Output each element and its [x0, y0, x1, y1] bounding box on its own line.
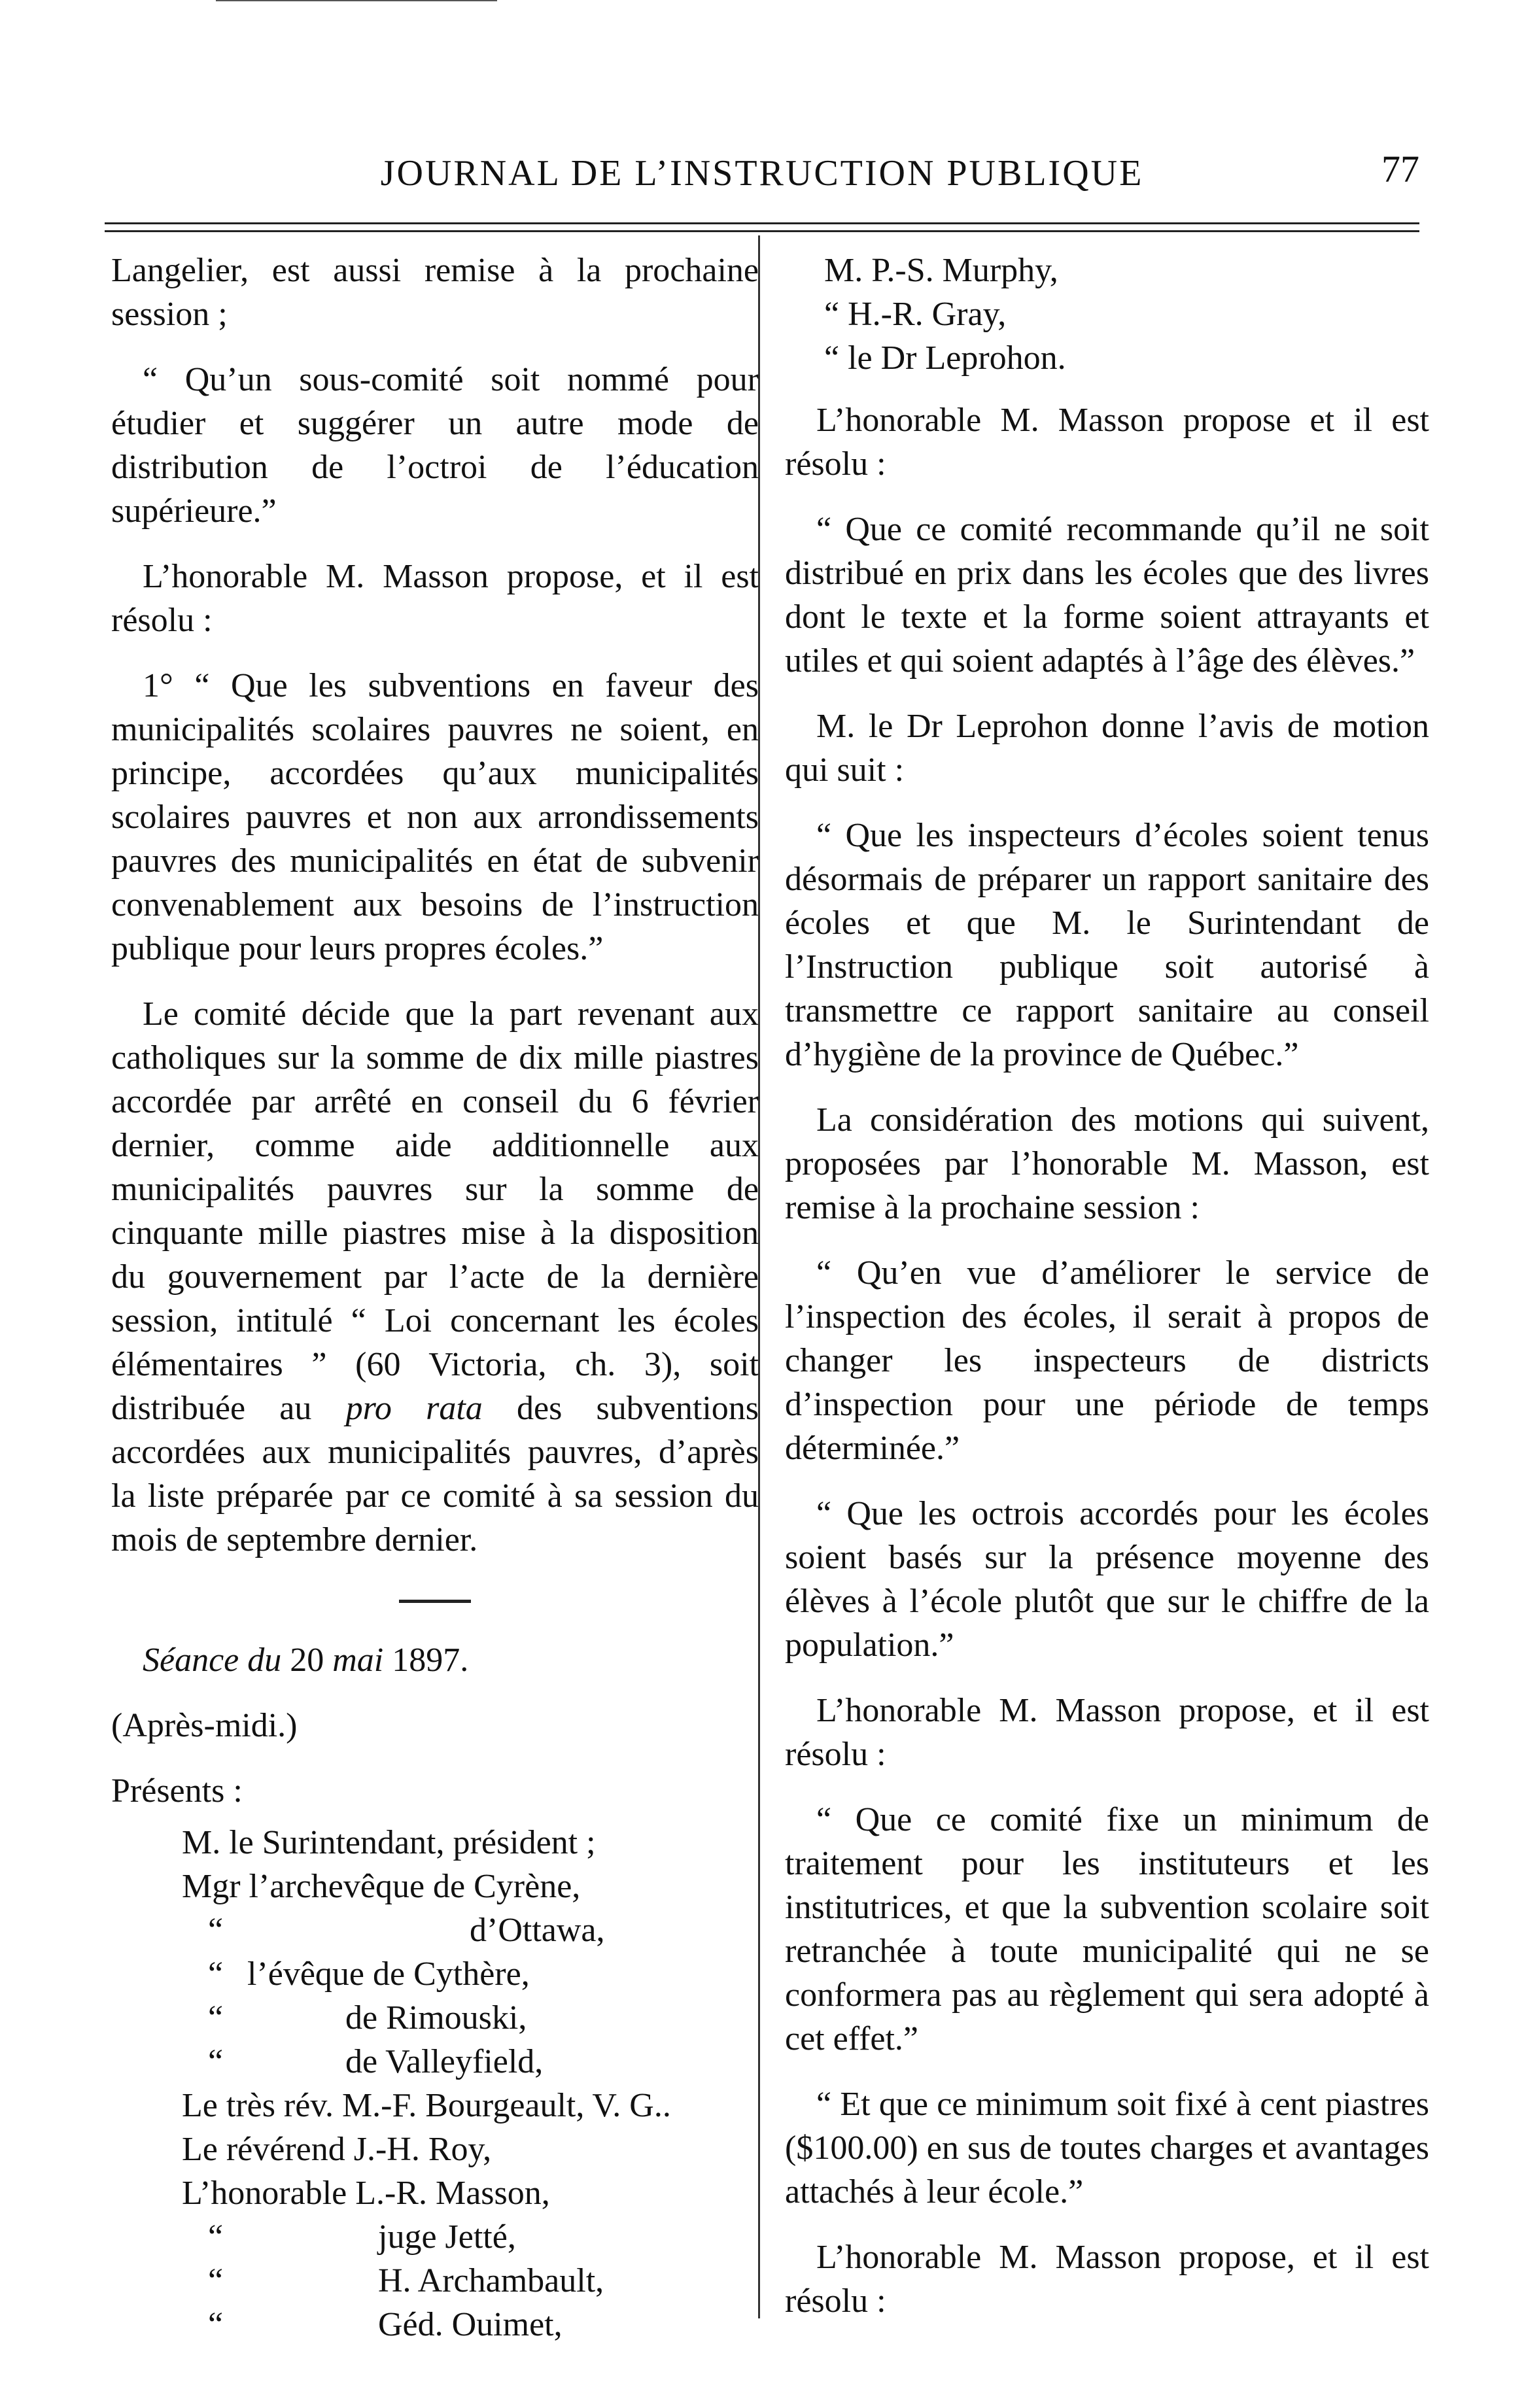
attendee — [182, 2171, 759, 2215]
section-divider — [399, 1600, 471, 1603]
attendee — [182, 1908, 759, 1952]
paragraph: “ Qu’en vue d’améliorer le service de l’inspection des écoles, il serait à propos de changer les inspecteurs de districts d’inspection pour une période de temps déterminée.” — [785, 1254, 1429, 1467]
attendee — [182, 1996, 759, 2040]
paragraph: “ Que les octrois accordés pour les écoles soient basés sur la présence moyenne des élèves à l’école plutôt que sur le chiffre de la population.” — [785, 1495, 1429, 1664]
paragraph: L’honorable M. Masson propose, et il est résolu : — [785, 1692, 1429, 1773]
session-day: 20 — [290, 1642, 324, 1679]
text-segment: des subventions accordées aux municipalités pauvres, d’après la liste préparée par ce comité à sa session du mois de septembre dernier. — [111, 1390, 759, 1558]
ditto-mark: “ — [208, 2262, 224, 2299]
attendee-continuation — [785, 249, 1429, 380]
paragraph: Langelier, est aussi remise à la prochaine session ; — [111, 252, 759, 333]
paragraph: L’honorable M. Masson propose et il est résolu : — [785, 402, 1429, 483]
paragraph: “ Que ce comité fixe un minimum de traitement pour les instituteurs et les institutrices, et que la subvention scolaire soit retranchée à toute municipalité qui ne se conformera pas au règlement qui sera adopté à cet effet.” — [785, 1801, 1429, 2057]
attendee — [182, 2084, 759, 2127]
attendee-name: “ H.-R. Gray, — [824, 296, 1007, 333]
header-rule-bottom — [105, 230, 1419, 232]
italic-text: pro rata — [345, 1390, 483, 1427]
paragraph: “ Et que ce minimum soit fixé à cent piastres ($100.00) en sus de toutes charges et avantages attachés à leur école.” — [785, 2086, 1429, 2210]
attendee-name: Géd. Ouimet, — [378, 2306, 563, 2343]
attendee-list — [111, 1821, 759, 2347]
page-number: 77 — [1381, 148, 1419, 190]
paragraph — [111, 992, 759, 1562]
ditto-mark: “ — [208, 2306, 224, 2343]
session-year: 1897. — [392, 1642, 469, 1679]
paragraph: “ Que ce comité recommande qu’il ne soit distribué en prix dans les écoles que des livres dont le texte et la forme soient attrayants et utiles et qui soient adaptés à l’âge des élèves.” — [785, 511, 1429, 679]
session-month: mai — [332, 1642, 384, 1679]
attendee — [182, 2259, 759, 2303]
ditto-mark: “ — [208, 1912, 224, 1949]
attendee-name: d’Ottawa, — [470, 1912, 605, 1949]
page-header — [105, 141, 1419, 199]
paragraph: 1° “ Que les subventions en faveur des municipalités scolaires pauvres ne soient, en principe, accordées qu’aux municipalités scolaires pauvres et non aux arrondissements pauvres des municipalités en état de subvenir convenablement aux besoins de l’instruction publique pour leurs propres écoles.” — [111, 667, 759, 967]
ditto-mark: “ — [208, 2218, 224, 2256]
attendee-name: l’évêque de Cythère, — [247, 1955, 530, 1993]
text-segment: Le comité décide que la part revenant aux catholiques sur la somme de dix mille piastres accordée par arrêté en conseil du 6 février dernier, comme aide additionnelle aux municipalités pauvres sur la somme de cinquante mille piastres mise à la disposition du gouvernement par l’acte de la dernière session, intitulé “ Loi concernant les écoles élémentaires ” (60 Victoria, ch. 3), soit distribuée au — [111, 995, 759, 1427]
attendee-name: M. le Surintendant, président ; — [182, 1824, 596, 1861]
attendee — [182, 1865, 759, 1908]
session-label: Séance du — [143, 1642, 282, 1679]
paragraph: La considération des motions qui suivent, proposées par l’honorable M. Masson, est remise à la prochaine session : — [785, 1101, 1429, 1226]
ditto-mark: “ — [208, 2043, 224, 2080]
paragraph: “ Que les inspecteurs d’écoles soient tenus désormais de préparer un rapport sanitaire des écoles et que M. le Surintendant de l’Instruction publique soit autorisé à transmettre ce rapport sanitaire au conseil d’hygiène de la province de Québec.” — [785, 817, 1429, 1073]
attendee — [182, 2040, 759, 2084]
ditto-mark: “ — [208, 1999, 224, 2037]
attendee-name: Le très rév. M.-F. Bourgeault, V. G.. — [182, 2087, 671, 2124]
running-title: JOURNAL DE L’INSTRUCTION PUBLIQUE — [380, 153, 1144, 194]
attendee-name: L’honorable L.-R. Masson, — [182, 2175, 550, 2212]
paragraph: L’honorable M. Masson propose, et il est résolu : — [785, 2239, 1429, 2320]
attendee — [182, 2127, 759, 2171]
attendee-name: H. Archambault, — [378, 2262, 604, 2299]
header-rule-top — [105, 222, 1419, 224]
attendee-name: de Rimouski, — [345, 1999, 527, 2037]
attendee-name: Mgr l’archevêque de Cyrène, — [182, 1868, 581, 1905]
right-column — [785, 249, 1429, 2345]
paragraph: M. le Dr Leprohon donne l’avis de motion qui suit : — [785, 708, 1429, 789]
attendee-name: “ le Dr Leprohon. — [824, 339, 1066, 377]
session-subheading: (Après-midi.) — [111, 1707, 298, 1744]
attendee-name: Le révérend J.-H. Roy, — [182, 2131, 492, 2168]
session-heading — [111, 1638, 759, 1682]
attendee — [182, 1821, 759, 1865]
left-column — [111, 249, 759, 2347]
attendee-name: M. P.-S. Murphy, — [824, 252, 1058, 289]
attendee-name: de Valleyfield, — [345, 2043, 544, 2080]
presents-label: Présents : — [111, 1772, 243, 1810]
ditto-mark: “ — [208, 1955, 224, 1993]
paragraph: “ Qu’un sous-comité soit nommé pour étudier et suggérer un autre mode de distribution de l’octroi de l’éducation supérieure.” — [111, 361, 759, 530]
paragraph: L’honorable M. Masson propose, et il est résolu : — [111, 558, 759, 639]
top-edge-line — [216, 0, 497, 1]
attendee — [182, 1952, 759, 1996]
attendee — [182, 2215, 759, 2259]
attendee — [182, 2303, 759, 2347]
attendee-name: juge Jetté, — [378, 2218, 516, 2256]
